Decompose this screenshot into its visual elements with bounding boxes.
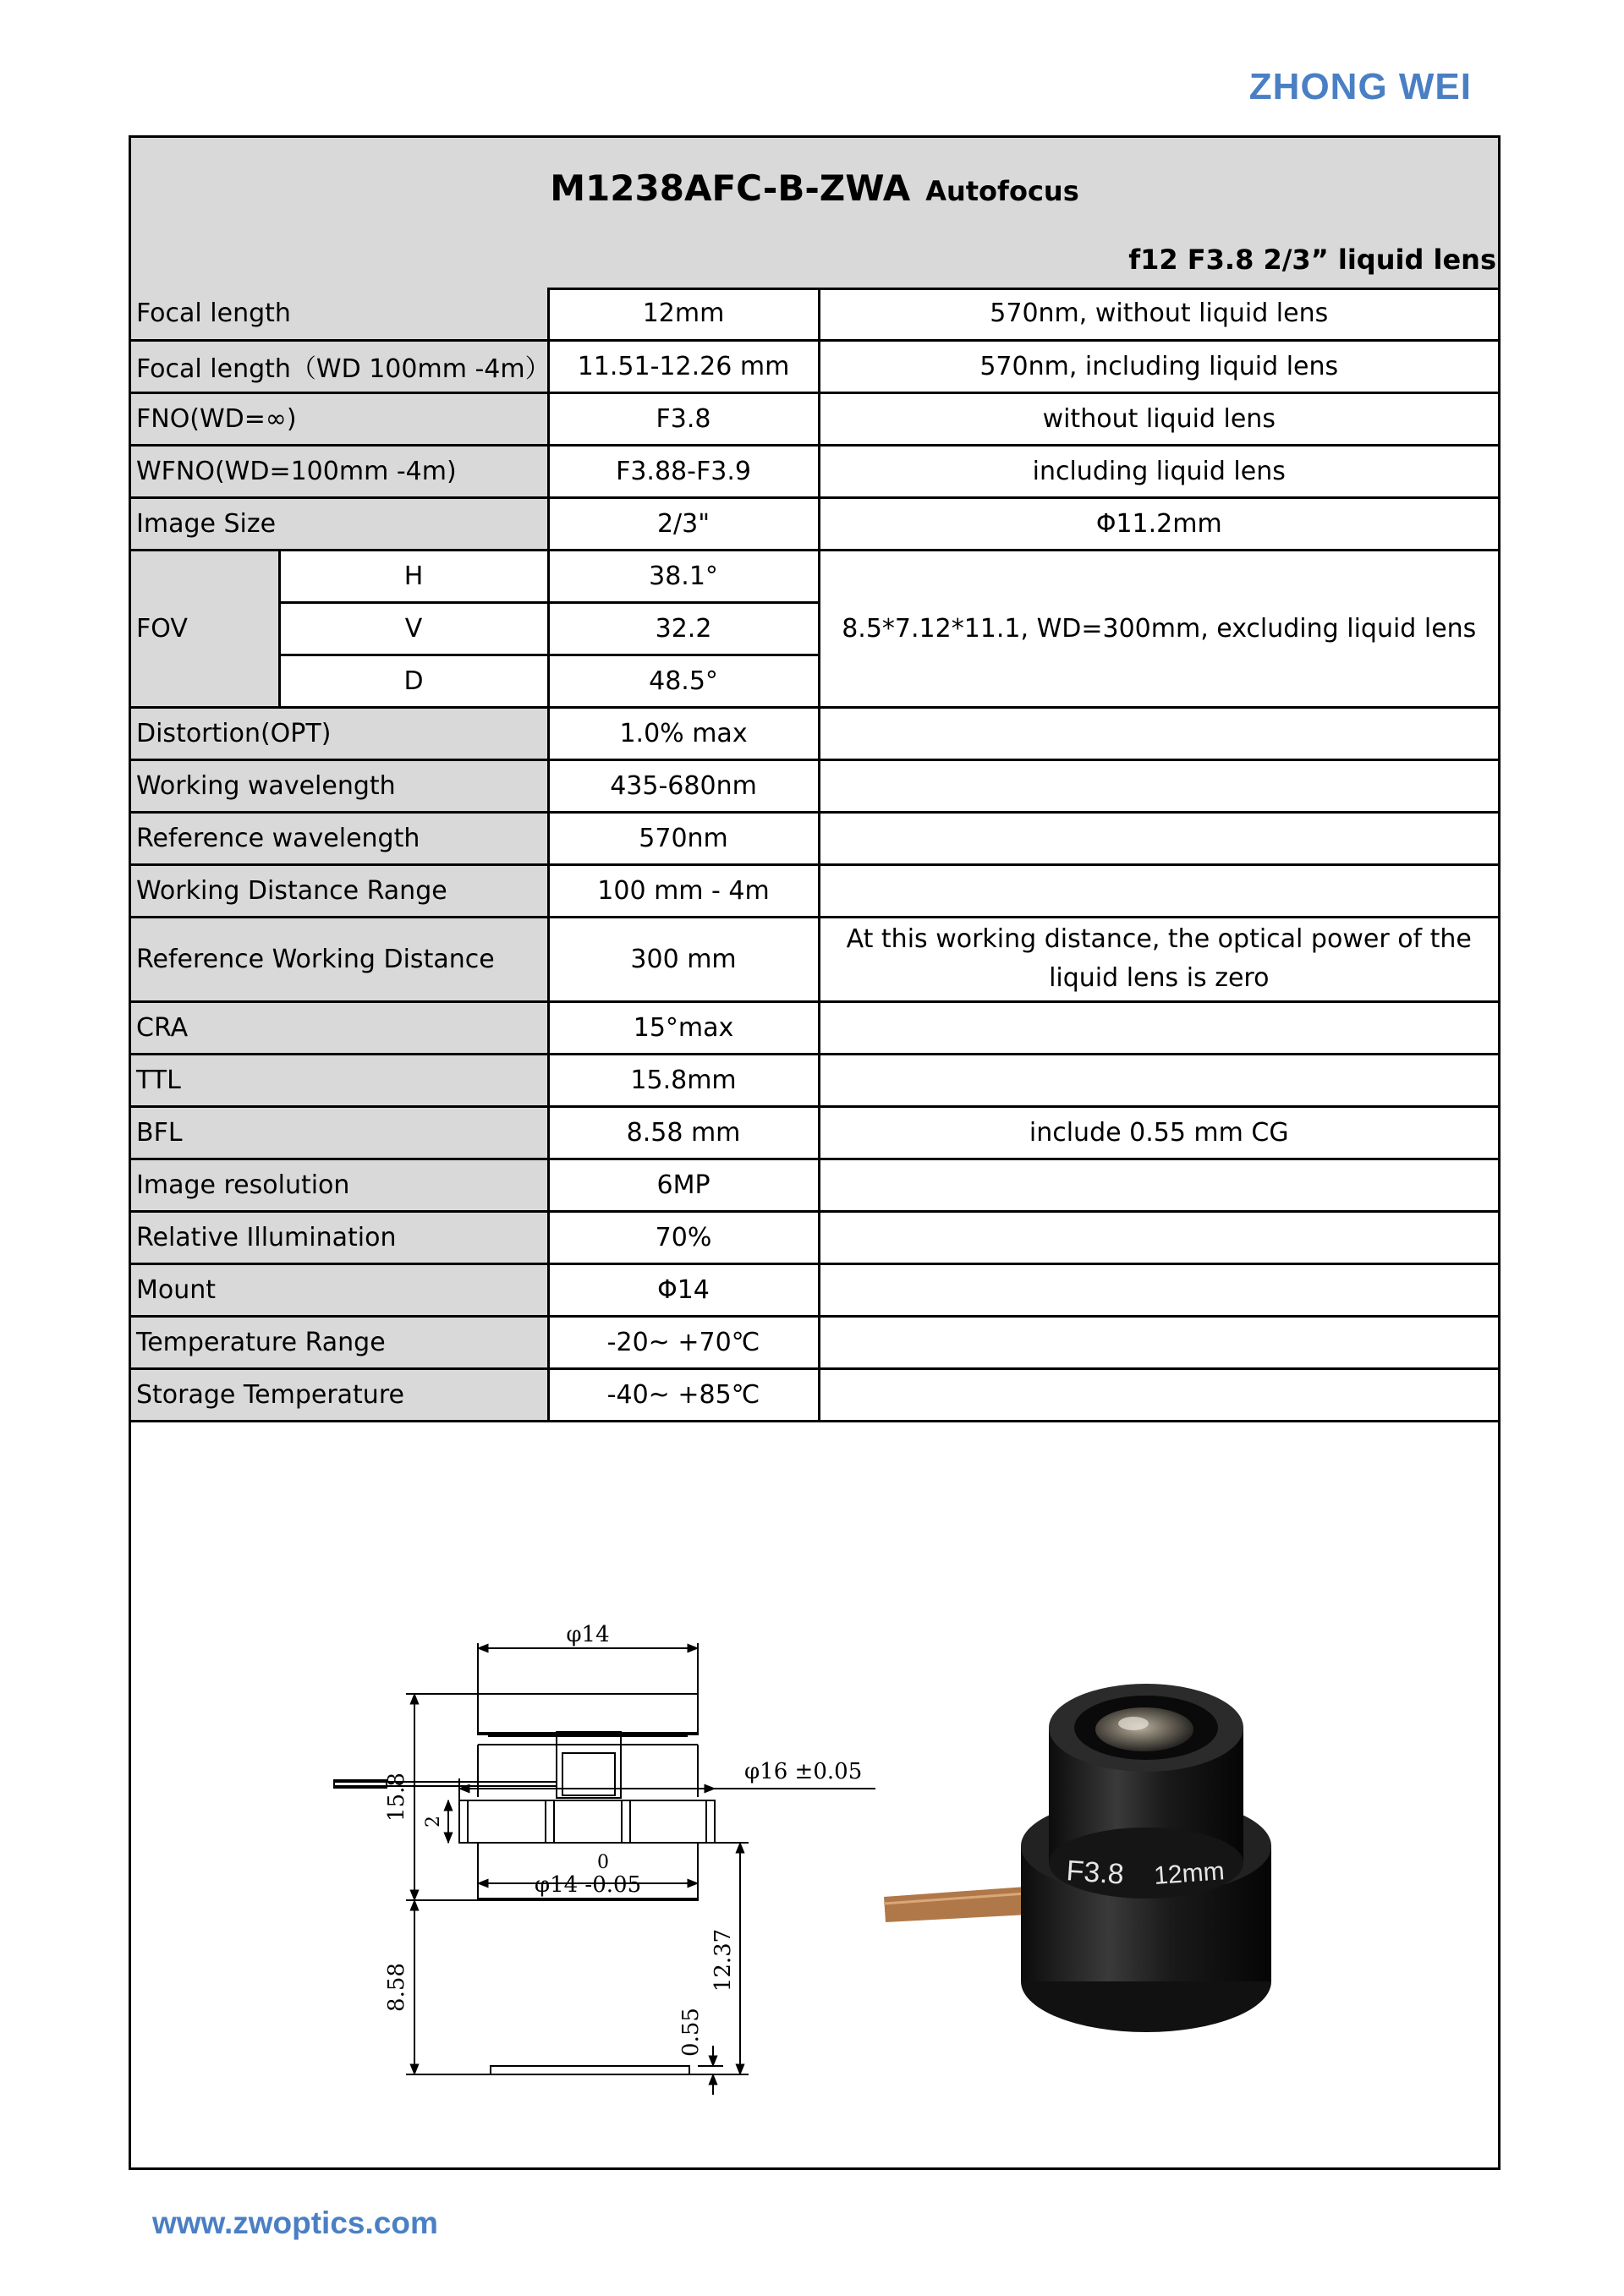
table-row (131, 864, 1498, 917)
fov-h-label: H (279, 550, 548, 602)
row-note (819, 1316, 1498, 1368)
table-row (131, 550, 1498, 602)
table-row (131, 707, 1498, 759)
row-label: BFL (131, 1106, 548, 1159)
row-label: WFNO(WD=100mm -4m) (131, 445, 548, 497)
row-note (819, 1211, 1498, 1263)
dim-dia-bottom: φ14 -0.05 (534, 1872, 642, 1898)
table-row (131, 812, 1498, 864)
fov-d-value: 48.5° (548, 655, 819, 707)
table-row (131, 1054, 1498, 1106)
table-row (131, 1368, 1498, 1421)
table-row (131, 1001, 1498, 1054)
fov-d-label: D (279, 655, 548, 707)
row-note: 570nm, including liquid lens (819, 340, 1498, 392)
row-value: F3.8 (548, 392, 819, 445)
dim-total: 12.37 (710, 1928, 736, 1992)
row-note: include 0.55 mm CG (819, 1106, 1498, 1159)
spec-sheet (129, 135, 1501, 2170)
row-note (819, 1368, 1498, 1421)
dim-dia-bottom-tol: 0 (597, 1852, 609, 1873)
row-note: Φ11.2mm (819, 497, 1498, 550)
row-value: 435-680nm (548, 759, 819, 812)
table-row (131, 497, 1498, 550)
row-label: Working wavelength (131, 759, 548, 812)
row-label: Storage Temperature (131, 1368, 548, 1421)
dim-dia-top: φ14 (566, 1622, 610, 1647)
row-note (819, 1001, 1498, 1054)
fov-note: 8.5*7.12*11.1, WD=300mm, excluding liquid lens (819, 550, 1498, 707)
row-label: CRA (131, 1001, 548, 1054)
table-row (131, 917, 1498, 1001)
product-title (131, 167, 1498, 209)
row-label: Reference Working Distance (131, 917, 548, 1001)
row-value: 1.0% max (548, 707, 819, 759)
row-value: 12mm (548, 288, 819, 340)
row-value: F3.88-F3.9 (548, 445, 819, 497)
table-row (131, 1106, 1498, 1159)
row-note (819, 864, 1498, 917)
table-row (131, 340, 1498, 392)
row-note (819, 1159, 1498, 1211)
fov-v-value: 32.2 (548, 602, 819, 655)
row-label: Working Distance Range (131, 864, 548, 917)
dim-dia-flange: φ16 ±0.05 (744, 1759, 863, 1784)
row-label: Relative Illumination (131, 1211, 548, 1263)
table-row (131, 1316, 1498, 1368)
model-number: M1238AFC-B-ZWA (550, 167, 911, 209)
dim-ttl: 15.8 (384, 1773, 409, 1822)
dim-bfl: 8.58 (384, 1963, 409, 2012)
row-label: Mount (131, 1263, 548, 1316)
brand-logo: ZHONG WEI (1248, 66, 1472, 107)
row-label: Image resolution (131, 1159, 548, 1211)
table-row (131, 392, 1498, 445)
row-value: 8.58 mm (548, 1106, 819, 1159)
row-value: 6MP (548, 1159, 819, 1211)
row-label: Image Size (131, 497, 548, 550)
dim-cg: 0.55 (678, 2008, 704, 2057)
row-note (819, 759, 1498, 812)
row-note (819, 707, 1498, 759)
row-note (819, 1263, 1498, 1316)
row-note: including liquid lens (819, 445, 1498, 497)
spec-table (131, 288, 1498, 1422)
row-note: without liquid lens (819, 392, 1498, 445)
row-value: 70% (548, 1211, 819, 1263)
row-label: TTL (131, 1054, 548, 1106)
spec-header (131, 138, 1498, 290)
table-row (131, 759, 1498, 812)
lens-focal-marking: 12mm (1153, 1857, 1226, 1890)
row-note (819, 812, 1498, 864)
row-label: Reference wavelength (131, 812, 548, 864)
website-link[interactable]: www.zwoptics.com (152, 2206, 438, 2240)
table-row (131, 288, 1498, 340)
fov-label: FOV (131, 550, 279, 707)
row-value: -20~ +70℃ (548, 1316, 819, 1368)
table-row (131, 1263, 1498, 1316)
product-subtitle: f12 F3.8 2/3” liquid lens (1128, 244, 1496, 276)
row-label: FNO(WD=∞) (131, 392, 548, 445)
row-value: 300 mm (548, 917, 819, 1001)
table-row (131, 1211, 1498, 1263)
row-value: Φ14 (548, 1263, 819, 1316)
row-value: 2/3" (548, 497, 819, 550)
row-note (819, 1054, 1498, 1106)
lens-fno-marking: F3.8 (1065, 1855, 1125, 1891)
row-label: Focal length（WD 100mm -4m） (131, 340, 548, 392)
row-note: At this working distance, the optical power of the liquid lens is zero (819, 917, 1498, 1001)
table-row (131, 1159, 1498, 1211)
product-photo (875, 1626, 1484, 2100)
row-value: 15°max (548, 1001, 819, 1054)
row-value: 11.51-12.26 mm (548, 340, 819, 392)
focus-mode: Autofocus (925, 175, 1079, 207)
fov-h-value: 38.1° (548, 550, 819, 602)
row-label: Focal length (131, 288, 548, 340)
row-value: 570nm (548, 812, 819, 864)
row-value: 15.8mm (548, 1054, 819, 1106)
row-label: Distortion(OPT) (131, 707, 548, 759)
table-row (131, 445, 1498, 497)
fov-v-label: V (279, 602, 548, 655)
row-value: 100 mm - 4m (548, 864, 819, 917)
row-label: Temperature Range (131, 1316, 548, 1368)
dim-flange-height: 2 (423, 1816, 444, 1827)
mechanical-drawing (199, 1575, 901, 2142)
row-value: -40~ +85℃ (548, 1368, 819, 1421)
row-note: 570nm, without liquid lens (819, 288, 1498, 340)
